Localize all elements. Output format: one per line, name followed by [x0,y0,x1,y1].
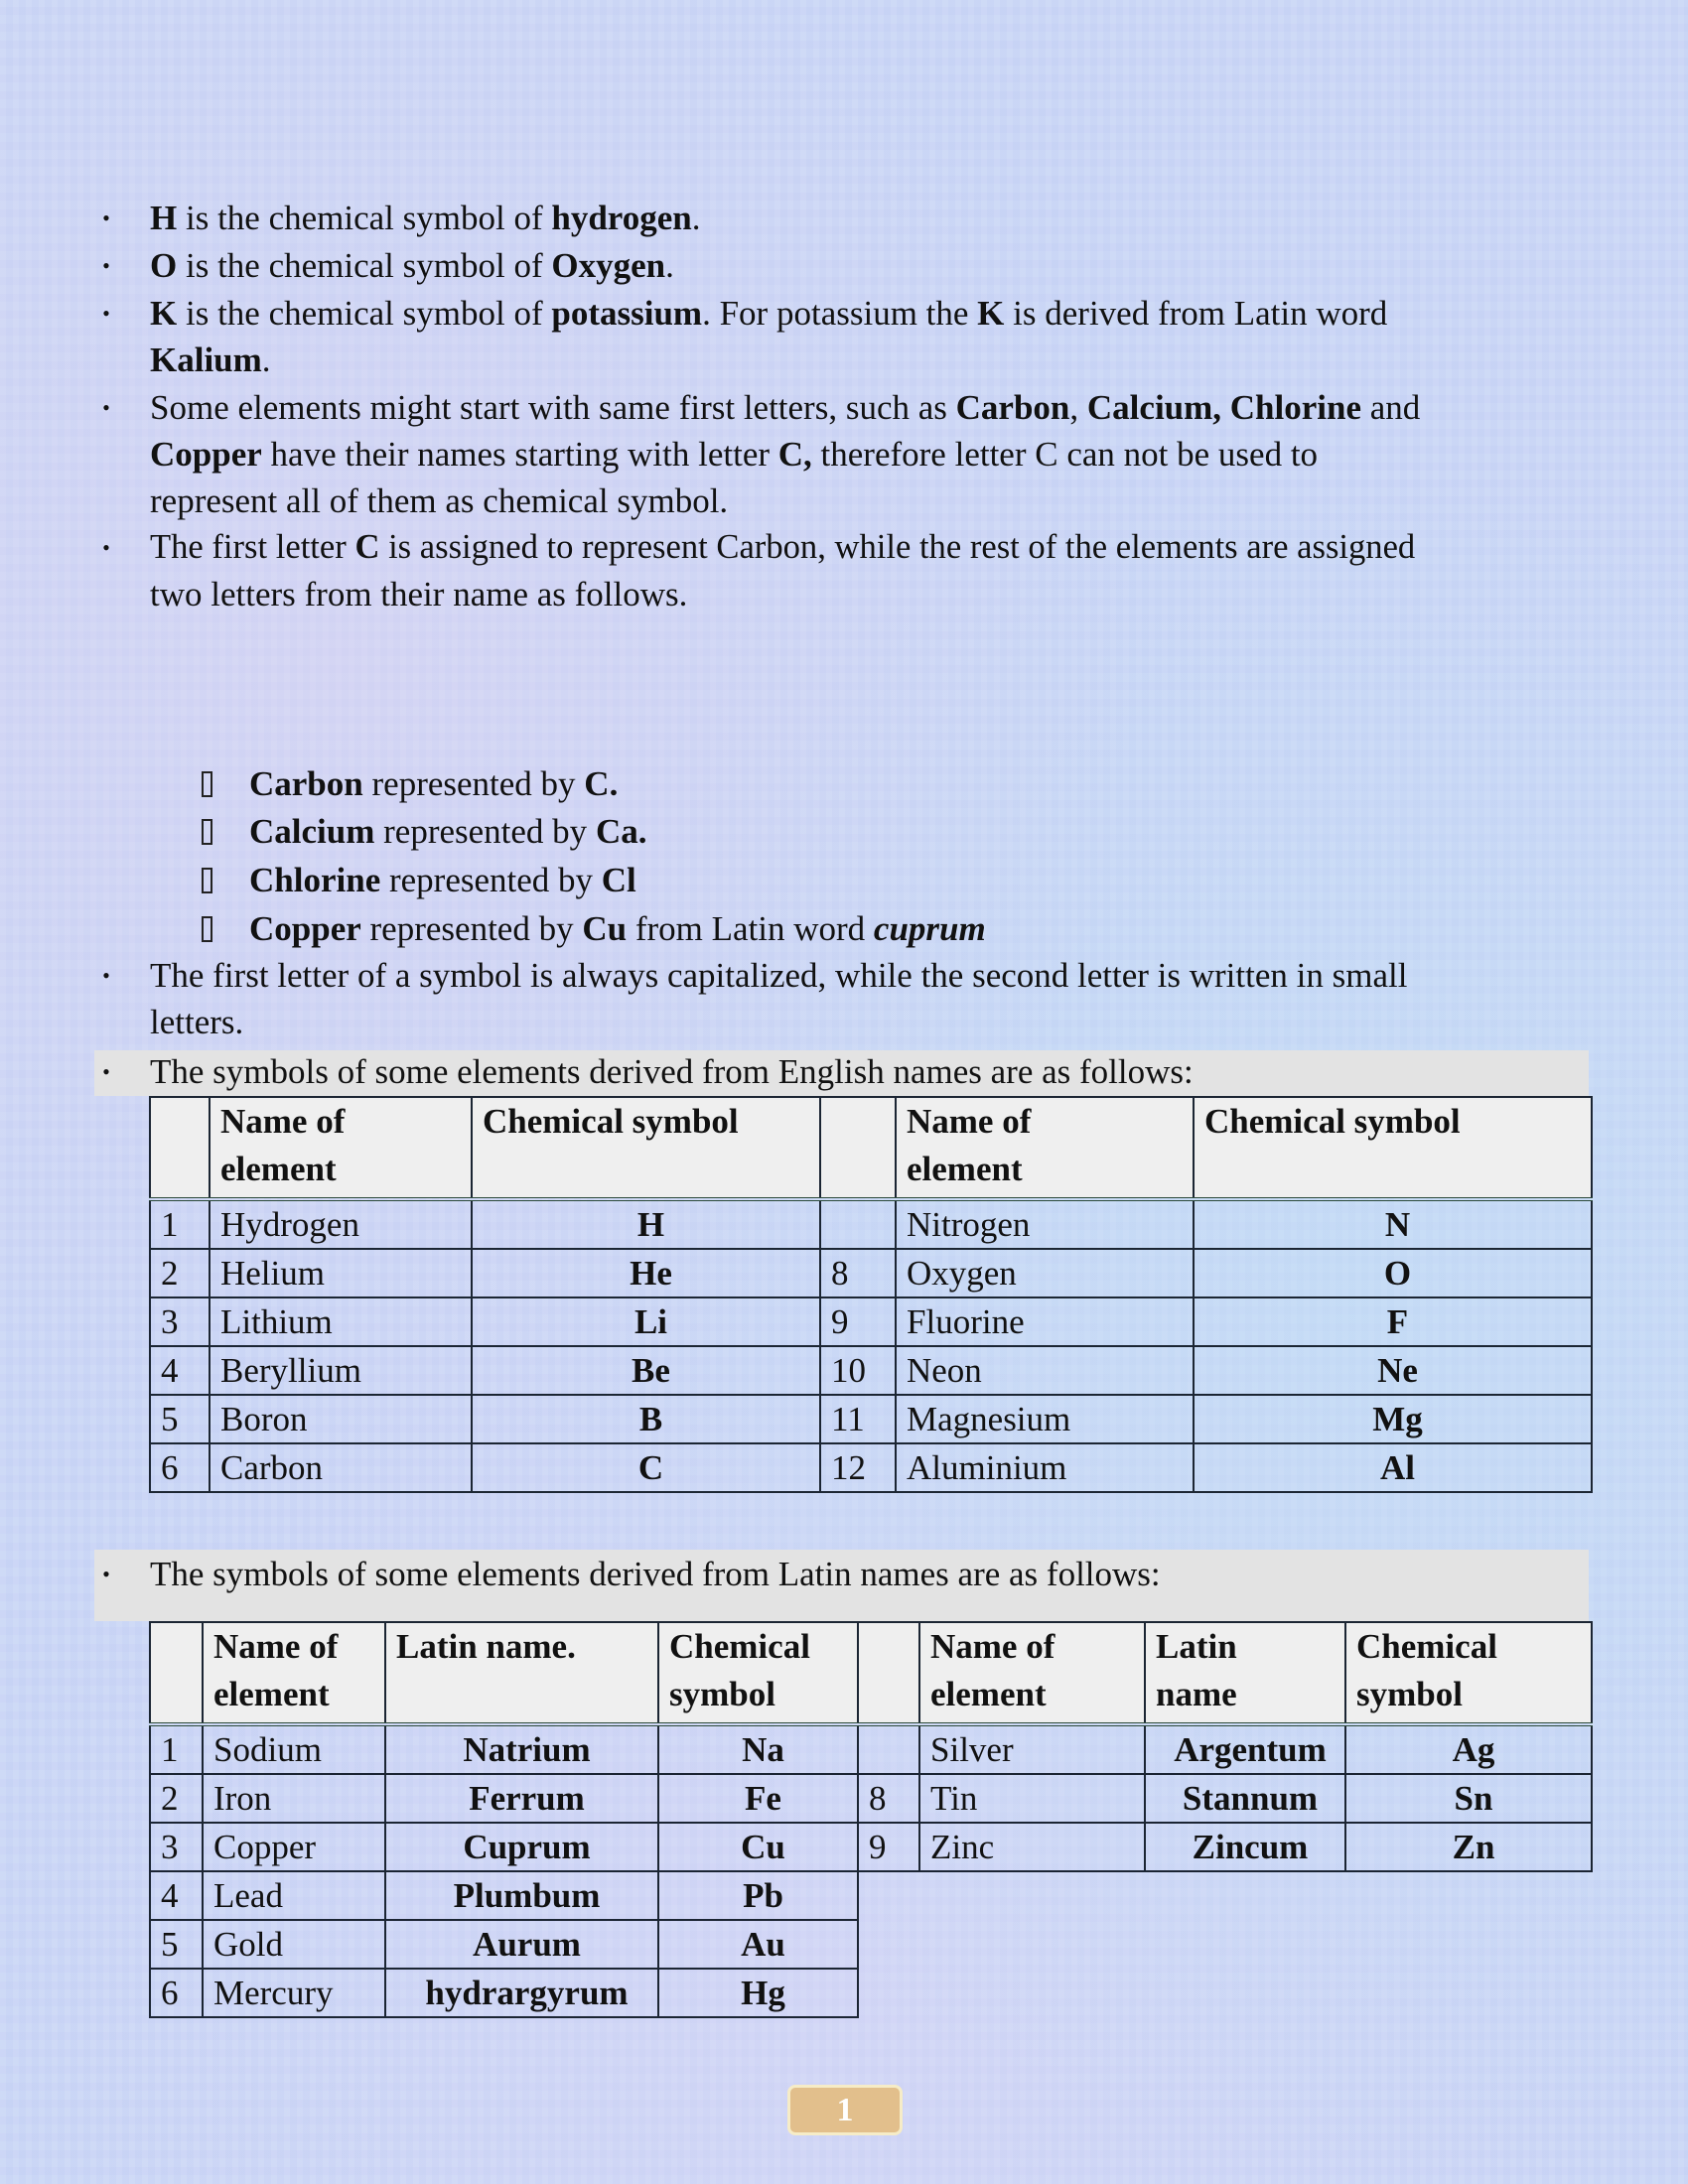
symbol-cell: Argentum [1145,1724,1345,1774]
table-header-row [150,1097,1592,1199]
table-cell: Lithium [210,1297,472,1346]
bullet-icon: • [102,1059,110,1084]
table-cell: Beryllium [210,1346,472,1395]
table-header-row [150,1622,1592,1724]
header-number [150,1622,203,1724]
english-symbols-table [149,1096,1593,1493]
empty-cell [919,1871,1145,1920]
table-row [150,1823,1592,1871]
table-row [150,1774,1592,1823]
symbol-cell: Pb [658,1871,858,1920]
row-number-cell: 9 [858,1823,919,1871]
symbol-cell: Al [1194,1443,1592,1492]
table-row [150,1199,1592,1249]
header-chemical-symbol: Chemical symbol [1345,1622,1592,1724]
empty-cell [919,1969,1145,2017]
bullet-text: The symbols of some elements derived from Latin names are as follows: [150,1555,1161,1593]
bullet-item-latin-names [0,1551,1688,1597]
symbol-cell: Fe [658,1774,858,1823]
bullet-icon: • [102,963,110,988]
symbol-cell: Cuprum [385,1823,658,1871]
empty-cell [1345,1871,1592,1920]
row-number-cell: 6 [150,1969,203,2017]
row-number-cell: 2 [150,1774,203,1823]
symbol-cell: F [1194,1297,1592,1346]
table-cell: Tin [919,1774,1145,1823]
symbol-cell: Au [658,1920,858,1969]
row-number-cell: 3 [150,1297,210,1346]
table-cell: Sodium [203,1724,385,1774]
bullet-item-oxygen [0,242,1688,289]
row-number-cell [820,1199,896,1249]
box-bullet-icon [202,868,212,893]
symbol-cell: Na [658,1724,858,1774]
empty-cell [1345,1920,1592,1969]
bullet-item-capitalization [0,952,1688,1045]
symbol-cell: Ne [1194,1346,1592,1395]
bullet-icon: • [102,253,110,278]
bullet-text-continued: Copper have their names starting with letter C, therefore letter C can not be used to [150,435,1319,474]
table-cell: Oxygen [896,1249,1194,1297]
table-cell: Iron [203,1774,385,1823]
symbol-cell: Natrium [385,1724,658,1774]
table-cell: Hydrogen [210,1199,472,1249]
table-cell: Copper [203,1823,385,1871]
table-cell: Nitrogen [896,1199,1194,1249]
bullet-item-hydrogen [0,195,1688,241]
row-number-cell: 10 [820,1346,896,1395]
bullet-item-same-first-letters [0,384,1688,524]
symbol-cell: H [472,1199,820,1249]
symbol-cell: O [1194,1249,1592,1297]
symbol-cell: He [472,1249,820,1297]
table-cell: Fluorine [896,1297,1194,1346]
row-number-cell: 8 [858,1774,919,1823]
box-bullet-icon [202,916,212,942]
table-cell: Silver [919,1724,1145,1774]
bullet-icon: • [102,205,110,230]
symbol-cell: hydrargyrum [385,1969,658,2017]
table-cell: Helium [210,1249,472,1297]
empty-cell [858,1871,919,1920]
table-cell: Mercury [203,1969,385,2017]
row-number-cell: 12 [820,1443,896,1492]
bullet-text-continued: represent all of them as chemical symbol. [150,481,729,520]
header-name-of-element: Name of element [919,1622,1145,1724]
row-number-cell: 4 [150,1346,210,1395]
symbol-cell: Mg [1194,1395,1592,1443]
bullet-text: The first letter C is assigned to represent Carbon, while the rest of the elements are assigned [150,528,1416,566]
table-cell: Lead [203,1871,385,1920]
sub-item-text: Copper represented by Cu from Latin word cuprum [249,909,986,948]
row-number-cell: 9 [820,1297,896,1346]
row-number-cell: 3 [150,1823,203,1871]
sub-item-copper [0,905,1688,952]
bullet-item-carbon-assigned [0,524,1688,617]
row-number-cell: 8 [820,1249,896,1297]
bullet-icon: • [102,1562,110,1586]
empty-cell [1145,1871,1345,1920]
header-number [150,1097,210,1199]
bullet-text: Some elements might start with same first letters, such as Carbon, Calcium, Chlorine and [150,388,1421,427]
empty-cell [1145,1920,1345,1969]
latin-symbols-table [149,1621,1593,2018]
sub-item-calcium [0,808,1688,855]
table-row [150,1395,1592,1443]
symbol-cell: N [1194,1199,1592,1249]
table-cell: Boron [210,1395,472,1443]
header-name-of-element: Name of element [210,1097,472,1199]
row-number-cell: 1 [150,1199,210,1249]
row-number-cell: 4 [150,1871,203,1920]
symbol-cell: Aurum [385,1920,658,1969]
symbol-cell: B [472,1395,820,1443]
bullet-text: O is the chemical symbol of Oxygen. [150,246,674,285]
symbol-cell: Plumbum [385,1871,658,1920]
header-name-of-element: Name of element [203,1622,385,1724]
symbol-cell: Zincum [1145,1823,1345,1871]
table-row [150,1443,1592,1492]
table-cell: Neon [896,1346,1194,1395]
table-cell: Zinc [919,1823,1145,1871]
symbol-cell: Hg [658,1969,858,2017]
table-row [150,1969,1592,2017]
table-row [150,1871,1592,1920]
row-number-cell: 11 [820,1395,896,1443]
bullet-text-continued: two letters from their name as follows. [150,575,688,614]
symbol-cell: Ferrum [385,1774,658,1823]
empty-cell [1345,1969,1592,2017]
header-latin-name: Latin name [1145,1622,1345,1724]
sub-item-carbon [0,760,1688,807]
row-number-cell: 2 [150,1249,210,1297]
sub-item-text: Calcium represented by Ca. [249,812,647,851]
table-row [150,1249,1592,1297]
row-number-cell: 1 [150,1724,203,1774]
row-number-cell: 5 [150,1395,210,1443]
symbol-cell: Be [472,1346,820,1395]
sub-item-text: Chlorine represented by Cl [249,861,636,899]
header-name-of-element: Name of element [896,1097,1194,1199]
table-row [150,1724,1592,1774]
bullet-text: The first letter of a symbol is always capitalized, while the second letter is written in small [150,956,1408,995]
row-number-cell: 5 [150,1920,203,1969]
bullet-text-continued: Kalium. [150,341,271,379]
symbol-cell: Sn [1345,1774,1592,1823]
header-chemical-symbol: Chemical symbol [1194,1097,1592,1199]
bullet-text: The symbols of some elements derived from English names are as follows: [150,1052,1194,1091]
bullet-text-continued: letters. [150,1003,244,1041]
symbol-cell: Stannum [1145,1774,1345,1823]
row-number-cell [858,1724,919,1774]
header-chemical-symbol: Chemical symbol [658,1622,858,1724]
symbol-cell: Cu [658,1823,858,1871]
box-bullet-icon [202,819,212,845]
row-number-cell: 6 [150,1443,210,1492]
bullet-icon: • [102,535,110,560]
sub-item-text: Carbon represented by C. [249,764,619,803]
empty-cell [858,1920,919,1969]
header-number [858,1622,919,1724]
table-cell: Aluminium [896,1443,1194,1492]
table-cell: Magnesium [896,1395,1194,1443]
header-chemical-symbol: Chemical symbol [472,1097,820,1199]
header-number [820,1097,896,1199]
sub-item-chlorine [0,857,1688,903]
bullet-icon: • [102,301,110,326]
box-bullet-icon [202,771,212,797]
header-latin-name: Latin name. [385,1622,658,1724]
table-cell: Carbon [210,1443,472,1492]
empty-cell [858,1969,919,2017]
table-cell: Gold [203,1920,385,1969]
empty-cell [919,1920,1145,1969]
table-row [150,1346,1592,1395]
bullet-item-potassium [0,290,1688,383]
symbol-cell: Ag [1345,1724,1592,1774]
bullet-text: H is the chemical symbol of hydrogen. [150,199,701,237]
empty-cell [1145,1969,1345,2017]
symbol-cell: Li [472,1297,820,1346]
table-row [150,1920,1592,1969]
page-number-badge: 1 [787,2085,903,2135]
bullet-item-english-names [0,1048,1688,1095]
table-row [150,1297,1592,1346]
bullet-icon: • [102,395,110,420]
bullet-text: K is the chemical symbol of potassium. For potassium the K is derived from Latin word [150,294,1388,333]
symbol-cell: Zn [1345,1823,1592,1871]
symbol-cell: C [472,1443,820,1492]
